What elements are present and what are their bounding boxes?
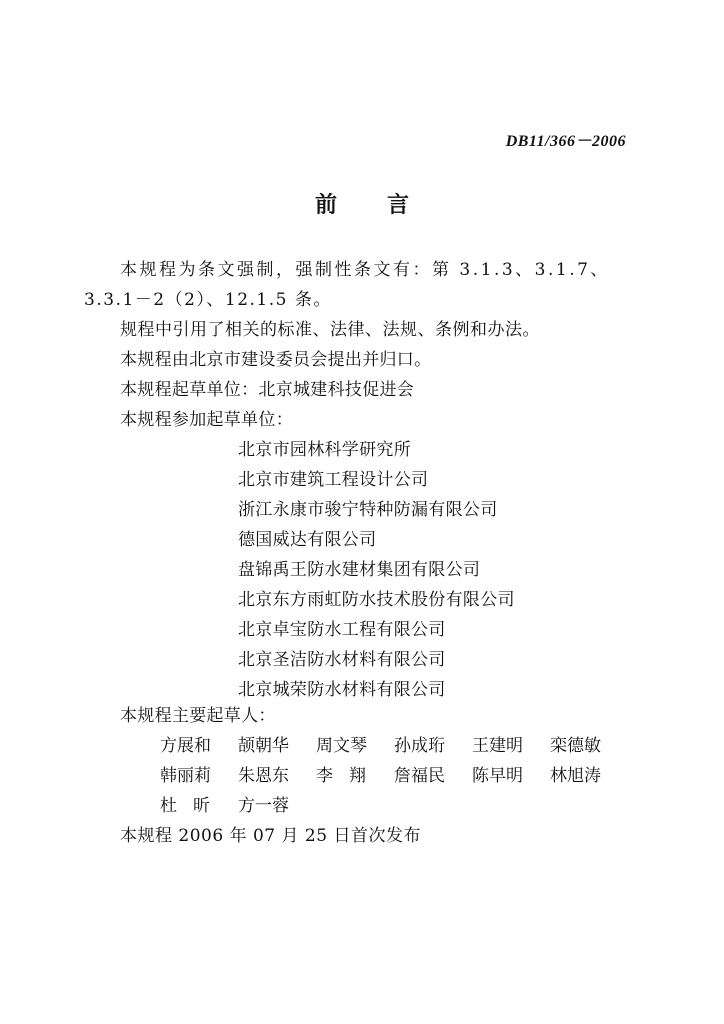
proposer-line: 本规程由北京市建设委员会提出并归口。 [120,350,432,370]
drafter-name: 韩丽莉 [160,766,211,786]
drafter-name: 杜昕 [160,796,226,816]
participant-unit: 浙江永康市骏宁特种防漏有限公司 [238,500,498,520]
drafters-list [160,735,630,825]
title-char-2: 言 [387,193,410,218]
participating-units-label: 本规程参加起草单位： [120,410,293,430]
page-title [0,188,724,219]
participant-unit: 北京圣洁防水材料有限公司 [238,650,446,670]
drafter-name: 詹福民 [394,766,445,786]
participant-unit: 北京市园林科学研究所 [238,440,411,460]
participant-unit: 盘锦禹王防水建材集团有限公司 [238,560,481,580]
release-date-line: 本规程 2006 年 07 月 25 日首次发布 [120,826,421,846]
participant-unit: 北京城荣防水材料有限公司 [238,680,446,700]
drafters-row [160,795,630,825]
drafters-row [160,765,630,795]
title-char-1: 前 [314,193,337,218]
drafting-unit-line: 本规程起草单位：北京城建科技促进会 [120,380,415,400]
drafter-name: 朱恩东 [238,766,289,786]
drafter-name: 方展和 [160,736,211,756]
drafter-name: 孙成珩 [394,736,445,756]
main-drafters-label: 本规程主要起草人： [120,706,276,726]
drafters-row [160,735,630,765]
drafter-name: 周文琴 [316,736,367,756]
drafter-name: 李翔 [316,766,382,786]
participant-unit: 北京卓宝防水工程有限公司 [238,620,446,640]
drafter-name: 林旭涛 [550,766,601,786]
drafter-name: 栾德敏 [550,736,601,756]
mandatory-clause-line-1: 本规程为条文强制，强制性条文有：第 3.1.3、3.1.7、 [120,260,610,280]
drafter-name: 陈早明 [472,766,523,786]
drafter-name: 颉朝华 [238,736,289,756]
participant-unit: 北京东方雨虹防水技术股份有限公司 [238,590,515,610]
drafter-name: 王建明 [472,736,523,756]
mandatory-clause-line-2: 3.3.1－2（2）、12.1.5 条。 [84,290,332,310]
participant-unit: 德国威达有限公司 [238,530,377,550]
participant-unit: 北京市建筑工程设计公司 [238,470,429,490]
document-code: DB11/366－2006 [505,133,626,150]
referenced-standards-line: 规程中引用了相关的标准、法律、法规、条例和办法。 [120,320,540,340]
drafter-name: 方一蓉 [238,796,289,816]
